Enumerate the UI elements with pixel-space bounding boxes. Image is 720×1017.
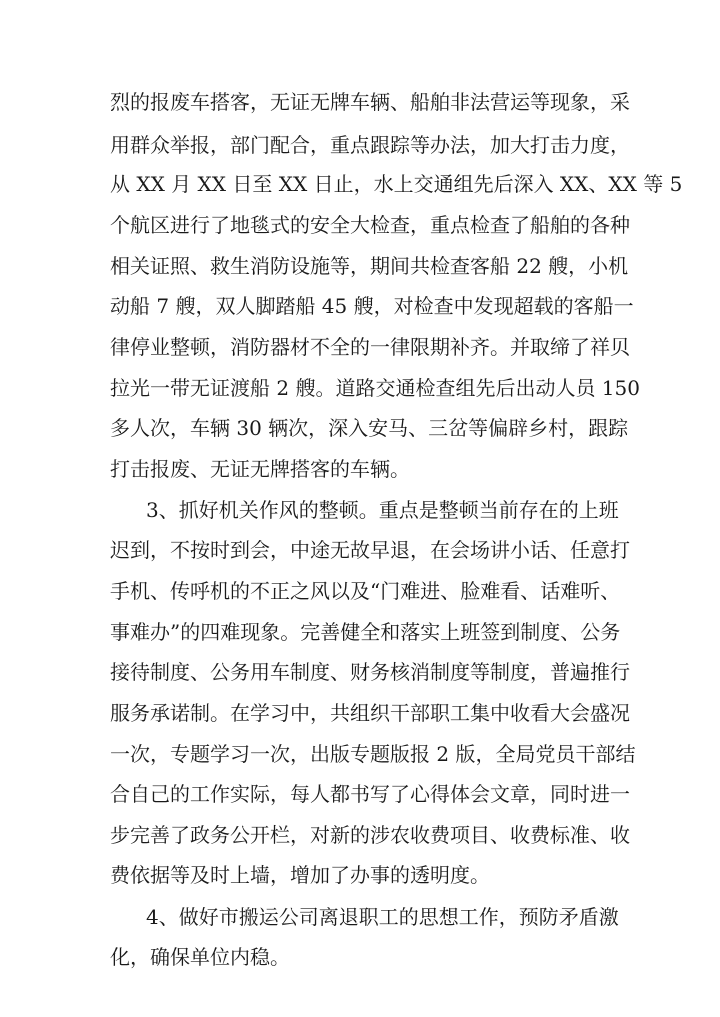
text-line: 步完善了政务公开栏，对新的涉农收费项目、收费标准、收	[110, 823, 630, 847]
text-line: 合自己的工作实际，每人都书写了心得体会文章，同时进一	[110, 782, 630, 806]
text-line: 拉光一带无证渡船 2 艘。道路交通检查组先后出动人员 150	[110, 376, 640, 400]
text-line: 从 XX 月 XX 日至 XX 日止，水上交通组先后深入 XX、XX 等 5	[110, 172, 683, 196]
paragraph-end-line: 化，确保单位内稳。	[110, 945, 290, 969]
text-line: 个航区进行了地毯式的安全大检查，重点检查了船舶的各种	[110, 213, 630, 237]
text-line: 一次，专题学习一次，出版专题版报 2 版，全局党员干部结	[110, 742, 636, 766]
paragraph-end-line: 费依据等及时上墙，增加了办事的透明度。	[110, 863, 490, 887]
text-line: 接待制度、公务用车制度、财务核消制度等制度，普遍推行	[110, 660, 630, 684]
paragraph-start-line: 3、抓好机关作风的整顿。重点是整顿当前存在的上班	[146, 498, 619, 522]
text-line: 烈的报废车搭客，无证无牌车辆、船舶非法营运等现象，采	[110, 90, 630, 114]
text-line: 事难办”的四难现象。完善健全和落实上班签到制度、公务	[110, 620, 621, 644]
text-line: 动船 7 艘，双人脚踏船 45 艘，对检查中发现超载的客船一	[110, 294, 634, 318]
text-line: 服务承诺制。在学习中，共组织干部职工集中收看大会盛况	[110, 701, 630, 725]
paragraph-start-line: 4、做好市搬运公司离退职工的思想工作，预防矛盾激	[146, 905, 619, 929]
text-line: 多人次，车辆 30 辆次，深入安马、三岔等偏辟乡村，跟踪	[110, 416, 629, 440]
text-line: 手机、传呼机的不正之风以及“门难进、脸难看、话难听、	[110, 579, 621, 603]
text-line: 迟到，不按时到会，中途无故早退，在会场讲小话、任意打	[110, 538, 630, 562]
paragraph-end-line: 打击报废、无证无牌搭客的车辆。	[110, 457, 410, 481]
text-line: 相关证照、救生消防设施等，期间共检查客船 22 艘，小机	[110, 254, 629, 278]
text-line: 律停业整顿，消防器材不全的一律限期补齐。并取缔了祥贝	[110, 335, 630, 359]
text-line: 用群众举报，部门配合，重点跟踪等办法，加大打击力度，	[110, 133, 630, 157]
